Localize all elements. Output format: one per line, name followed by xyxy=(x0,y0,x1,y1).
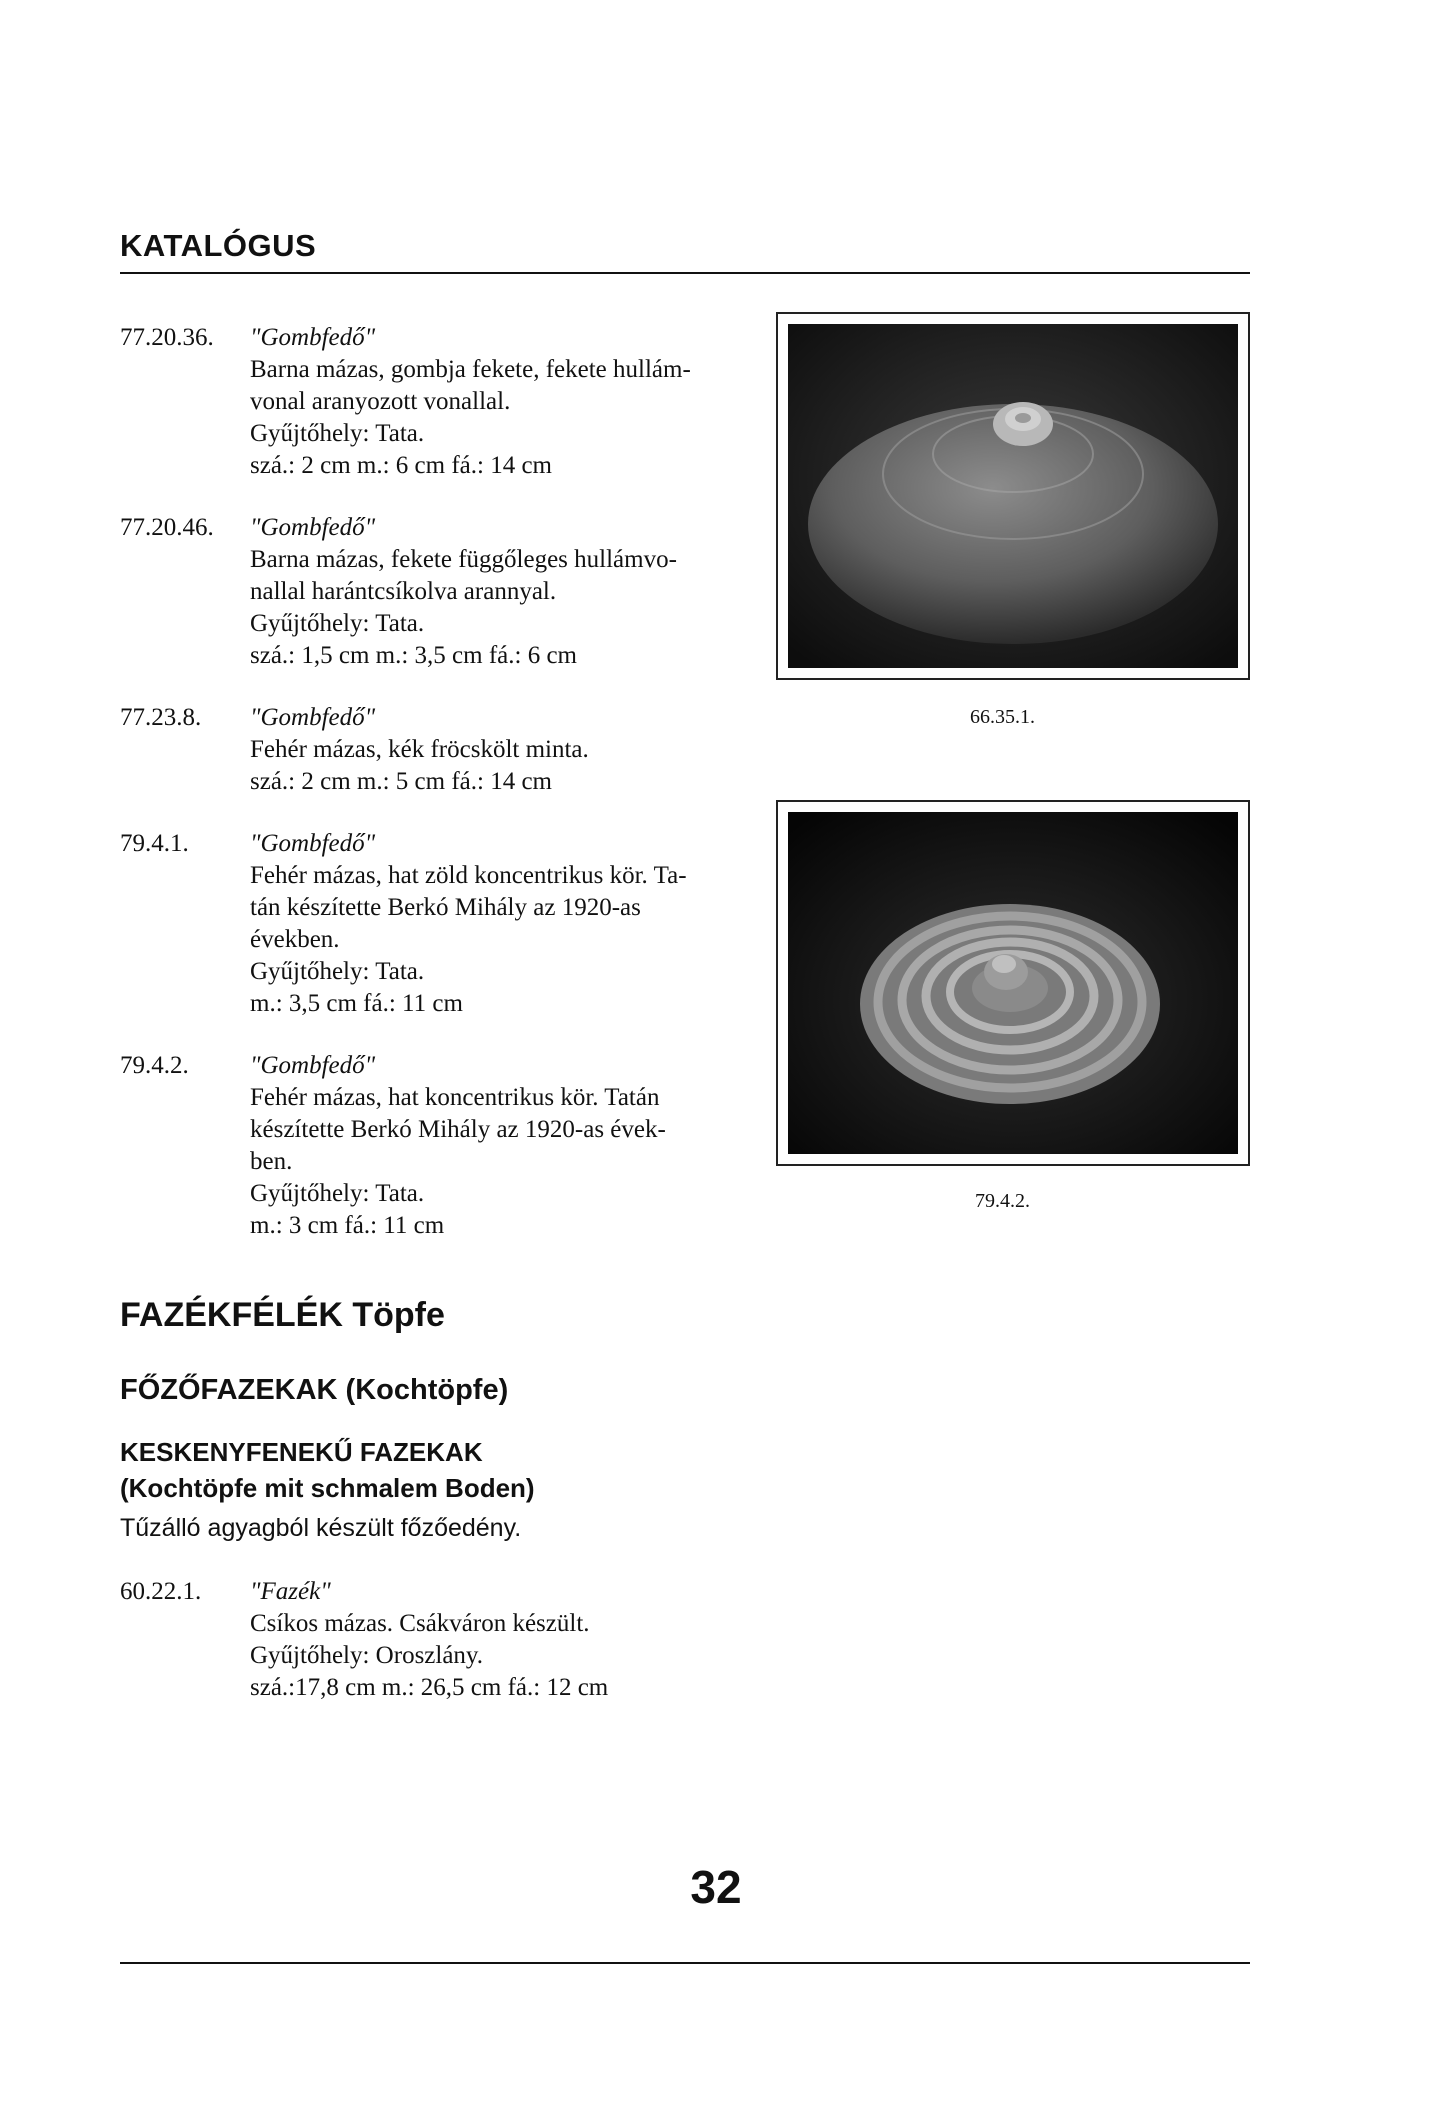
entry-line: Barna mázas, gombja fekete, fekete hullám- xyxy=(250,356,691,383)
entry-line: Gyűjtőhely: Tata. xyxy=(250,1180,425,1207)
entry-number: 77.20.46. xyxy=(120,514,214,541)
entry-line: Csíkos mázas. Csákváron készült. xyxy=(250,1610,590,1637)
subsubsection-line: (Kochtöpfe mit schmalem Boden) xyxy=(120,1473,535,1503)
lid-photo xyxy=(788,812,1238,1154)
entry-line: Gyűjtőhely: Tata. xyxy=(250,958,425,985)
entry-line: Barna mázas, fekete függőleges hullámvo- xyxy=(250,546,677,573)
entry-line: Gyűjtőhely: Tata. xyxy=(250,420,425,447)
entry-line: Fehér mázas, hat koncentrikus kör. Tatán xyxy=(250,1084,660,1111)
entry-title: "Fazék" xyxy=(250,1578,331,1605)
lid-photo xyxy=(788,324,1238,668)
entry-number: 79.4.2. xyxy=(120,1052,189,1079)
entry-number: 77.23.8. xyxy=(120,704,202,731)
catalog-entries xyxy=(120,322,760,1272)
entry-line: vonal aranyozott vonallal. xyxy=(250,388,511,415)
running-head: KATALÓGUS xyxy=(120,228,317,263)
figure-caption: 79.4.2. xyxy=(975,1190,1030,1212)
section-heading: FAZÉKFÉLÉK Töpfe xyxy=(120,1296,445,1334)
lid-photo-frame xyxy=(776,800,1250,1166)
section-intro: Tűzálló agyagból készült főzőedény. xyxy=(120,1514,522,1542)
catalog-entry xyxy=(120,322,760,482)
entry-line: szá.: 2 cm m.: 6 cm fá.: 14 cm xyxy=(250,452,553,479)
catalog-entry xyxy=(120,702,760,798)
entry-number: 77.20.36. xyxy=(120,324,214,351)
entry-title: "Gombfedő" xyxy=(250,514,376,541)
catalog-entry xyxy=(120,1576,760,1704)
entry-line: szá.:17,8 cm m.: 26,5 cm fá.: 12 cm xyxy=(250,1674,609,1701)
entry-title: "Gombfedő" xyxy=(250,1052,376,1079)
entry-line: készítette Berkó Mihály az 1920-as évek- xyxy=(250,1116,666,1143)
entry-line: években. xyxy=(250,926,340,953)
entry-line: Gyűjtőhely: Oroszlány. xyxy=(250,1642,484,1669)
entry-title: "Gombfedő" xyxy=(250,830,376,857)
catalog-entries xyxy=(120,1576,760,1734)
footer-rule xyxy=(120,1962,1250,1964)
entry-line: m.: 3 cm fá.: 11 cm xyxy=(250,1212,445,1239)
entry-line: Fehér mázas, hat zöld koncentrikus kör. Ta- xyxy=(250,862,687,889)
header-rule xyxy=(120,272,1250,274)
lid-photo-frame xyxy=(776,312,1250,680)
entry-number: 60.22.1. xyxy=(120,1578,202,1605)
entry-line: szá.: 1,5 cm m.: 3,5 cm fá.: 6 cm xyxy=(250,642,578,669)
entry-title: "Gombfedő" xyxy=(250,324,376,351)
entry-number: 79.4.1. xyxy=(120,830,189,857)
entry-line: szá.: 2 cm m.: 5 cm fá.: 14 cm xyxy=(250,768,553,795)
subsubsection-heading xyxy=(120,1434,535,1506)
catalog-entry xyxy=(120,512,760,672)
entry-line: tán készítette Berkó Mihály az 1920-as xyxy=(250,894,641,921)
page-number: 32 xyxy=(690,1861,742,1913)
entry-title: "Gombfedő" xyxy=(250,704,376,731)
catalog-entry xyxy=(120,1050,760,1242)
figure-caption: 66.35.1. xyxy=(970,706,1035,728)
catalog-entry xyxy=(120,828,760,1020)
entry-line: Gyűjtőhely: Tata. xyxy=(250,610,425,637)
subsubsection-line: KESKENYFENEKŰ FAZEKAK xyxy=(120,1437,483,1467)
entry-line: Fehér mázas, kék fröcskölt minta. xyxy=(250,736,589,763)
entry-line: m.: 3,5 cm fá.: 11 cm xyxy=(250,990,463,1017)
entry-line: nallal harántcsíkolva arannyal. xyxy=(250,578,557,605)
entry-line: ben. xyxy=(250,1148,293,1175)
subsection-heading: FŐZŐFAZEKAK (Kochtöpfe) xyxy=(120,1374,509,1406)
